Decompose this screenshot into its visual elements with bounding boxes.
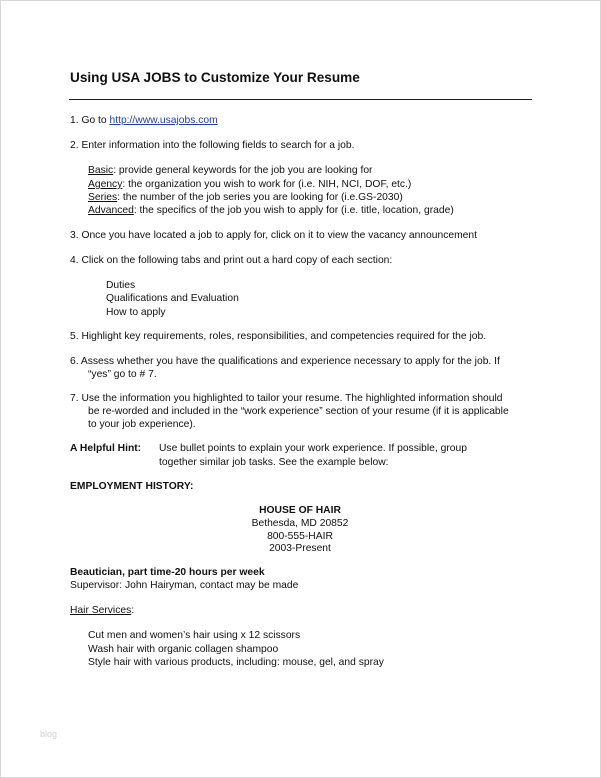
step-7-line-1: 7. Use the information you highlighted to tailor your resume. The highlighted information should (70, 393, 503, 404)
step-7-line-3: to your job experience). (88, 419, 196, 430)
field-term: Series (88, 192, 118, 203)
watermark: blog (40, 729, 58, 739)
hint-line-1: Use bullet points to explain your work experience. If possible, group (159, 443, 467, 454)
services-colon: : (131, 605, 135, 616)
step-5: 5. Highlight key requirements, roles, responsibilities, and competencies required for the job. (70, 331, 487, 342)
tab-item-how-to-apply: How to apply (106, 307, 166, 318)
employment-heading: EMPLOYMENT HISTORY: (70, 481, 194, 492)
field-term: Basic (88, 165, 114, 176)
employer-phone: 800-555-HAIR (267, 531, 333, 542)
step-1-text: 1. Go to (70, 115, 110, 126)
employer-location: Bethesda, MD 20852 (251, 518, 349, 529)
services-label: Hair Services (70, 605, 132, 616)
step-4: 4. Click on the following tabs and print out a hard copy of each section: (70, 255, 393, 266)
field-agency (88, 178, 411, 191)
step-6-line-2: “yes” go to # 7. (88, 369, 157, 380)
field-desc: : the number of the job series you are looking for (i.e.GS-2030) (117, 192, 403, 203)
duty-item: Style hair with various products, including: mouse, gel, and spray (88, 657, 384, 668)
hint-label: A Helpful Hint: (70, 443, 142, 454)
position-title: Beautician, part time-20 hours per week (70, 567, 265, 578)
step-2: 2. Enter information into the following fields to search for a job. (70, 140, 355, 151)
field-basic (88, 164, 372, 177)
employer-name: HOUSE OF HAIR (259, 505, 341, 516)
supervisor-line: Supervisor: John Hairyman, contact may be made (70, 580, 299, 591)
field-desc: : the specifics of the job you wish to apply for (i.e. title, location, grade) (133, 205, 454, 216)
step-6-line-1: 6. Assess whether you have the qualifications and experience necessary to apply for the job. If (70, 356, 500, 367)
title-rule (69, 99, 532, 100)
tab-item-duties: Duties (106, 280, 136, 291)
step-3: 3. Once you have located a job to apply for, click on it to view the vacancy announcement (70, 230, 477, 241)
hint-line-2: together similar job tasks. See the example below: (159, 457, 389, 468)
field-advanced (88, 204, 454, 217)
duty-item: Cut men and women’s hair using x 12 scissors (88, 630, 301, 641)
services-heading (70, 604, 134, 617)
field-term: Advanced (88, 205, 134, 216)
document-title: Using USA JOBS to Customize Your Resume (70, 70, 360, 85)
usajobs-link[interactable]: http://www.usajobs.com (109, 115, 218, 126)
employment-dates: 2003-Present (269, 543, 331, 554)
field-term: Agency (88, 179, 123, 190)
field-desc: : provide general keywords for the job you are looking for (113, 165, 373, 176)
duty-item: Wash hair with organic collagen shampoo (88, 644, 279, 655)
step-7-line-2: be re-worded and included in the “work experience” section of your resume (if it is applicable (88, 406, 509, 417)
field-series (88, 191, 403, 204)
field-desc: : the organization you wish to work for (i.e. NIH, NCI, DOF, etc.) (122, 179, 412, 190)
tab-item-qualifications: Qualifications and Evaluation (106, 293, 239, 304)
step-1 (70, 114, 218, 127)
